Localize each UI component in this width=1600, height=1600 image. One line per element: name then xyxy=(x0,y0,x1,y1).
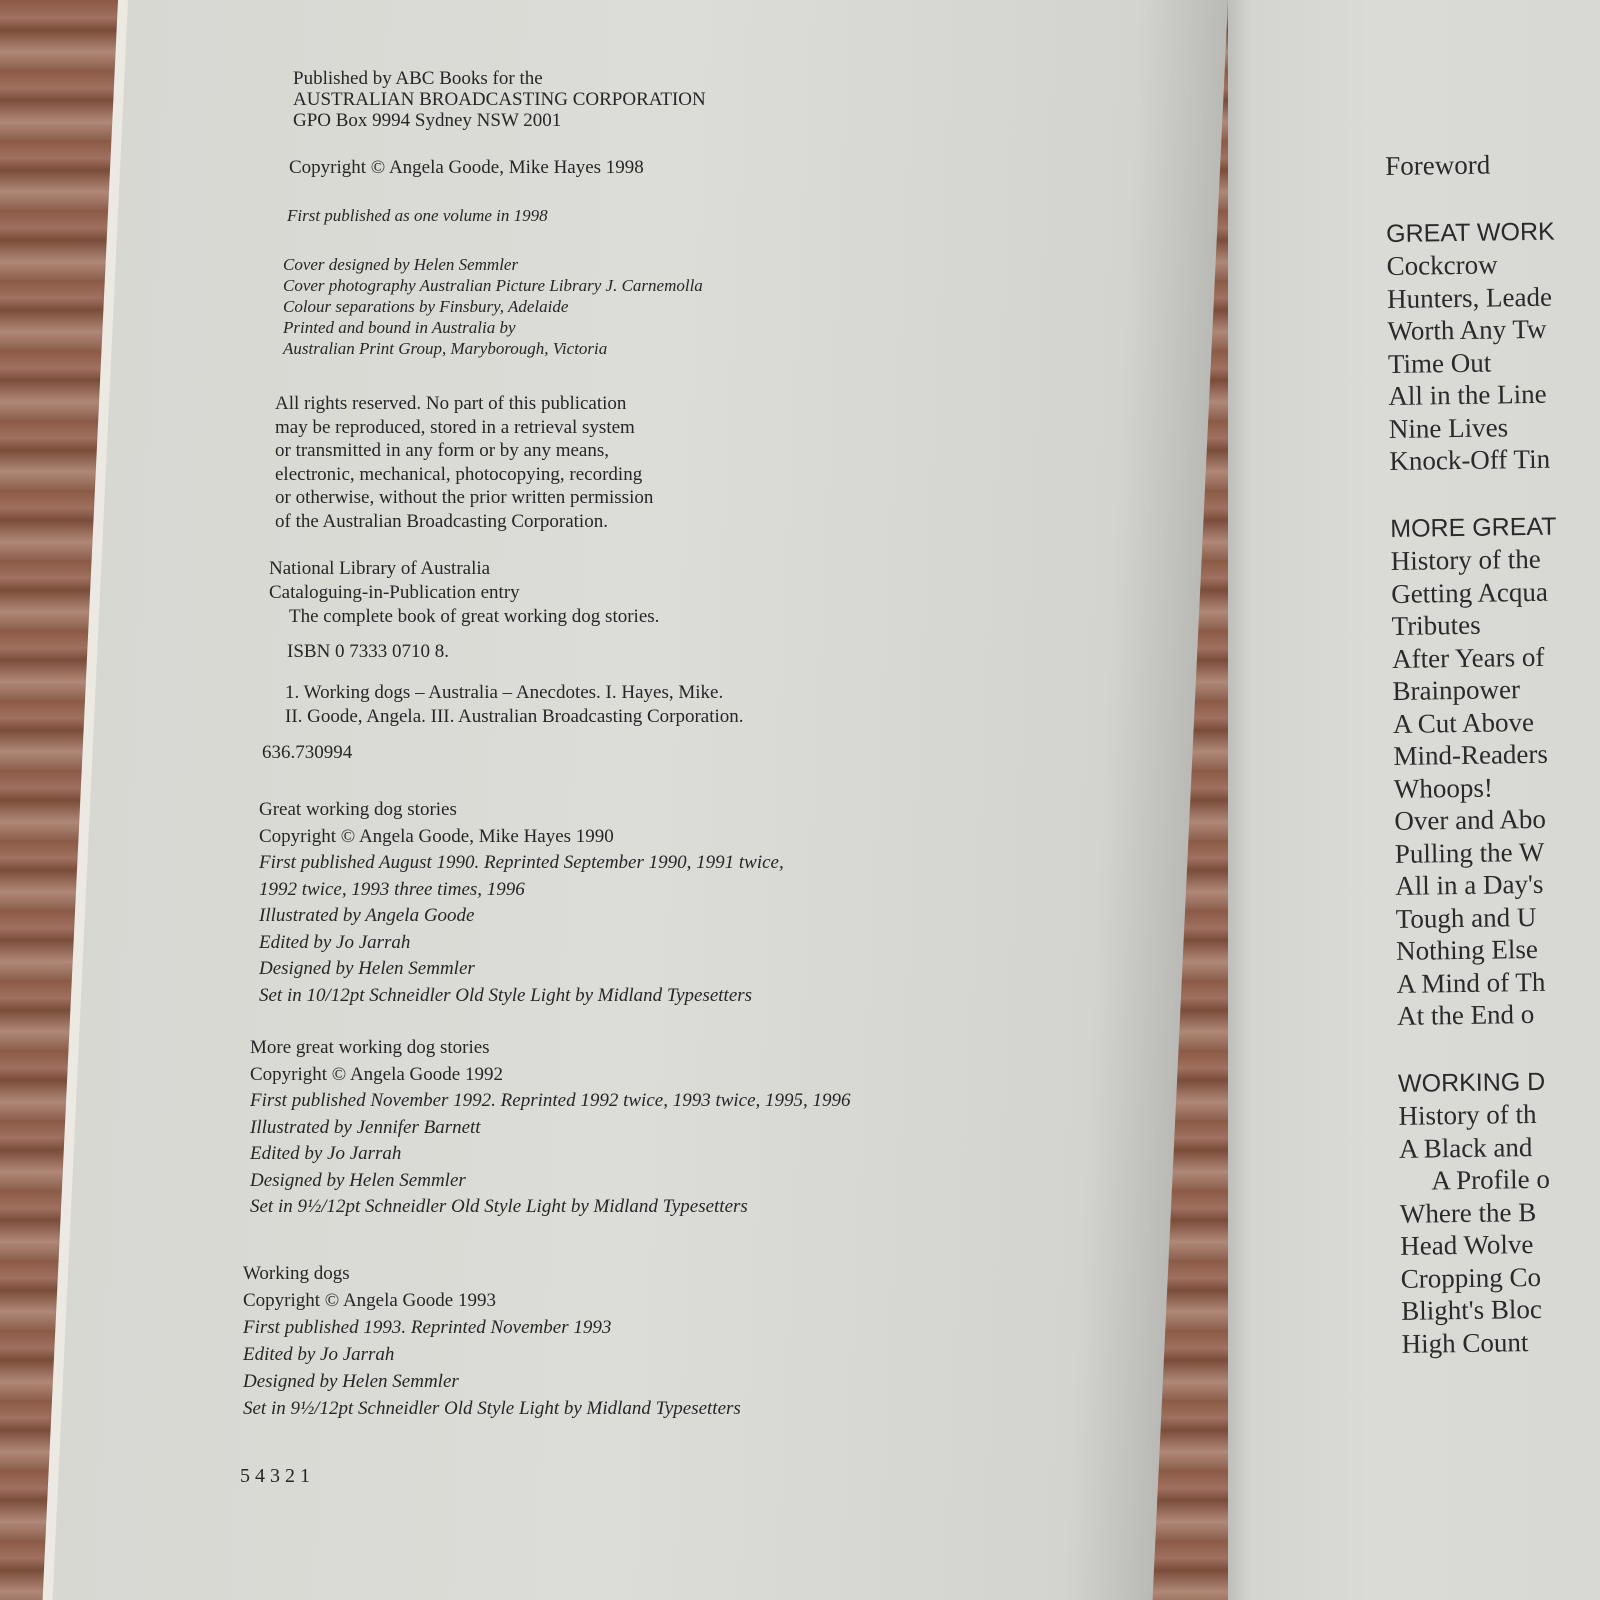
toc-item: After Years of xyxy=(1391,641,1545,674)
edition-detail: First published November 1992. Reprinted 1992 twice, 1993 twice, 1995, 1996 xyxy=(250,1090,851,1111)
edition-detail: First published August 1990. Reprinted September 1990, 1991 twice, xyxy=(259,852,784,873)
credit-line: Cover photography Australian Picture Library J. Carnemolla xyxy=(283,276,703,295)
toc-item: A Mind of Th xyxy=(1396,966,1546,999)
toc-item: Nothing Else xyxy=(1395,933,1539,966)
toc-foreword: Foreword xyxy=(1385,149,1491,181)
toc-item: Pulling the W xyxy=(1394,836,1545,869)
toc-item: History of th xyxy=(1398,1098,1537,1131)
copyright-line: Copyright © Angela Goode, Mike Hayes 1998 xyxy=(289,157,644,178)
cip-line: National Library of Australia xyxy=(269,558,491,579)
print-line: 5 4 3 2 1 xyxy=(240,1465,310,1487)
first-published: First published as one volume in 1998 xyxy=(287,206,548,225)
rights-line: electronic, mechanical, photocopying, recording xyxy=(275,463,643,485)
cip-title: The complete book of great working dog stories. xyxy=(289,606,660,627)
toc-item: Time Out xyxy=(1387,347,1492,379)
toc-section-heading: MORE GREAT xyxy=(1390,512,1557,543)
isbn: ISBN 0 7333 0710 8. xyxy=(287,641,450,662)
toc-item: A Profile o xyxy=(1431,1163,1551,1196)
edition-copyright: Copyright © Angela Goode 1992 xyxy=(250,1063,503,1085)
publisher-line: Published by ABC Books for the xyxy=(293,68,543,89)
toc-item: Whoops! xyxy=(1393,772,1494,804)
edition-detail: Edited by Jo Jarrah xyxy=(243,1344,395,1365)
toc-item: At the End o xyxy=(1396,999,1535,1031)
rights-line: All rights reserved. No part of this publication xyxy=(275,393,627,414)
edition-detail: Designed by Helen Semmler xyxy=(259,958,475,979)
toc-item: Cropping Co xyxy=(1400,1261,1542,1294)
publisher-line: AUSTRALIAN BROADCASTING CORPORATION xyxy=(293,89,706,110)
toc-item: Over and Abo xyxy=(1394,803,1547,836)
rights-line: or otherwise, without the prior written permission xyxy=(275,487,654,508)
rights-block xyxy=(275,392,653,533)
edition-detail: Set in 9½/12pt Schneidler Old Style Light by Midland Typesetters xyxy=(243,1398,741,1419)
toc-item: Cockcrow xyxy=(1386,249,1498,281)
credit-line: Printed and bound in Australia by xyxy=(283,318,516,337)
toc-item: Tough and U xyxy=(1395,901,1537,934)
toc-item: Getting Acqua xyxy=(1390,576,1549,609)
toc-item: Head Wolve xyxy=(1400,1229,1534,1261)
edition-block xyxy=(243,1260,741,1422)
credit-line: Colour separations by Finsbury, Adelaide xyxy=(283,297,569,316)
edition-title: Working dogs xyxy=(243,1263,350,1284)
edition-block xyxy=(259,797,784,1009)
rights-line: of the Australian Broadcasting Corporation. xyxy=(275,510,608,532)
toc-item: Tributes xyxy=(1391,609,1481,641)
dewey-number: 636.730994 xyxy=(262,742,353,763)
rights-line: may be reproduced, stored in a retrieval system xyxy=(275,416,635,438)
toc-item: High Count xyxy=(1401,1326,1529,1359)
edition-detail: Set in 9½/12pt Schneidler Old Style Light by Midland Typesetters xyxy=(250,1196,748,1217)
table-of-contents xyxy=(1385,148,1570,1360)
edition-detail: Set in 10/12pt Schneidler Old Style Light by Midland Typesetters xyxy=(259,984,753,1006)
toc-item: Blight's Bloc xyxy=(1401,1293,1543,1326)
toc-item: Knock-Off Tin xyxy=(1389,443,1551,476)
edition-detail: 1992 twice, 1993 three times, 1996 xyxy=(259,878,525,900)
edition-detail: Illustrated by Jennifer Barnett xyxy=(250,1116,481,1138)
credit-line: Australian Print Group, Maryborough, Victoria xyxy=(283,339,608,358)
edition-detail: First published 1993. Reprinted November 1993 xyxy=(243,1317,612,1338)
edition-detail: Edited by Jo Jarrah xyxy=(259,931,411,953)
credit-line: Cover designed by Helen Semmler xyxy=(283,255,519,274)
toc-item: Hunters, Leade xyxy=(1386,281,1553,314)
toc-item: Brainpower xyxy=(1392,674,1521,706)
edition-copyright: Copyright © Angela Goode 1993 xyxy=(243,1290,496,1311)
cip-line: Cataloguing-in-Publication entry xyxy=(269,582,520,603)
toc-item: Mind-Readers xyxy=(1393,738,1549,771)
toc-item: A Black and xyxy=(1398,1131,1533,1164)
toc-item: Worth Any Tw xyxy=(1387,313,1547,346)
edition-detail: Designed by Helen Semmler xyxy=(243,1371,459,1392)
toc-item: All in a Day's xyxy=(1395,868,1544,901)
edition-title: More great working dog stories xyxy=(250,1037,490,1058)
publisher-line: GPO Box 9994 Sydney NSW 2001 xyxy=(293,110,562,131)
edition-detail: Designed by Helen Semmler xyxy=(250,1169,466,1191)
edition-detail: Edited by Jo Jarrah xyxy=(250,1143,402,1164)
subject-line: II. Goode, Angela. III. Australian Broadcasting Corporation. xyxy=(285,706,744,727)
subject-line: 1. Working dogs – Australia – Anecdotes. I. Hayes, Mike. xyxy=(285,682,724,703)
toc-item: Where the B xyxy=(1399,1196,1537,1229)
toc-item: All in the Line xyxy=(1388,378,1547,411)
subjects-block xyxy=(285,681,744,729)
toc-item: Nine Lives xyxy=(1388,411,1509,444)
edition-detail: Illustrated by Angela Goode xyxy=(259,905,475,926)
publisher-block xyxy=(293,68,706,131)
toc-item: History of the xyxy=(1390,543,1541,576)
toc-section-heading: GREAT WORK xyxy=(1385,217,1555,248)
rights-line: or transmitted in any form or by any means, xyxy=(275,440,610,461)
edition-title: Great working dog stories xyxy=(259,799,457,820)
edition-block xyxy=(250,1035,851,1221)
toc-item: A Cut Above xyxy=(1392,706,1535,739)
edition-copyright: Copyright © Angela Goode, Mike Hayes 1990 xyxy=(259,825,614,847)
cip-block xyxy=(269,557,659,629)
toc-section-heading: WORKING D xyxy=(1397,1067,1546,1098)
credits-block xyxy=(283,254,703,359)
